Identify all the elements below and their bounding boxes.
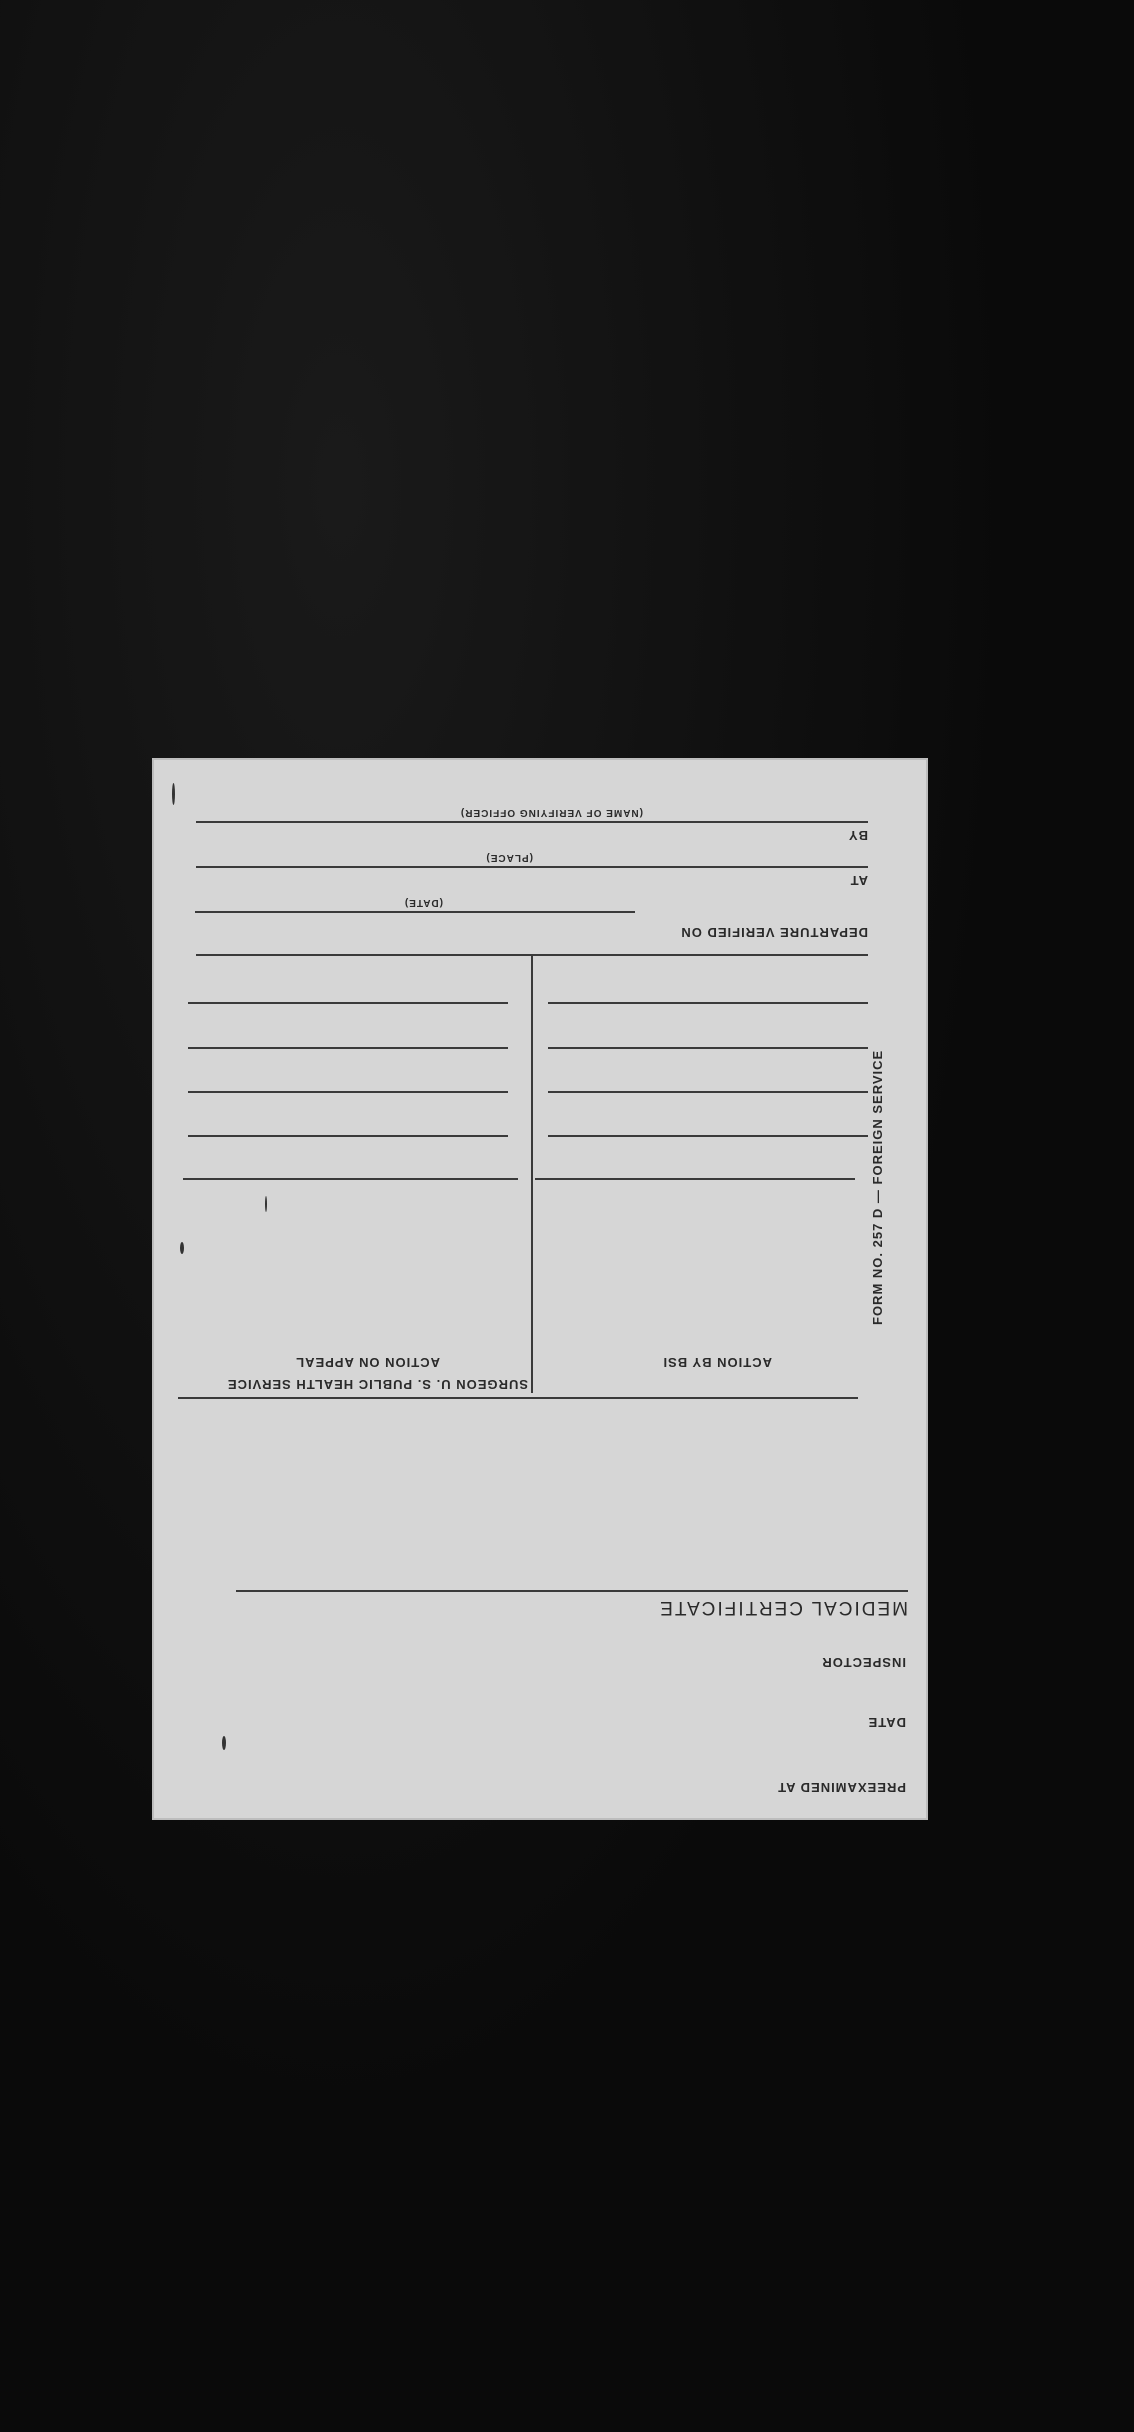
date-label: DATE <box>867 1715 906 1730</box>
action-columns-divider <box>531 955 533 1393</box>
bsi-line-3 <box>548 1092 868 1094</box>
place-caption: (PLACE) <box>485 852 533 863</box>
dust-speck <box>265 1196 267 1212</box>
inspector-label: INSPECTOR <box>821 1655 906 1670</box>
action-by-bsi-label: ACTION BY BSI <box>662 1355 772 1370</box>
dust-speck <box>172 783 175 805</box>
dust-speck <box>222 1736 226 1750</box>
appeal-line-5 <box>188 1003 508 1005</box>
by-label: BY <box>847 828 868 843</box>
bsi-line-1 <box>535 1179 855 1181</box>
departure-verified-label: DEPARTURE VERIFIED ON <box>680 925 868 940</box>
appeal-line-3 <box>188 1092 508 1094</box>
preexamined-at-label: PREEXAMINED AT <box>777 1780 906 1795</box>
at-label: AT <box>849 873 868 888</box>
bsi-line-5 <box>548 1003 868 1005</box>
date-caption: (DATE) <box>403 897 443 908</box>
appeal-line-2 <box>188 1136 508 1138</box>
card-content-rotated <box>152 758 928 1820</box>
departure-top-rule <box>196 955 868 957</box>
medical-certificate-card <box>152 758 928 1820</box>
dust-speck <box>180 1242 184 1254</box>
departure-date-rule <box>195 912 635 914</box>
surgeon-label: SURGEON U. S. PUBLIC HEALTH SERVICE <box>226 1377 528 1392</box>
form-number: FORM NO. 257 D — FOREIGN SERVICE <box>870 1049 885 1325</box>
officer-caption: (NAME OF VERIFYING OFFICER) <box>459 807 643 818</box>
officer-rule <box>196 822 868 824</box>
action-on-appeal-label: ACTION ON APPEAL <box>295 1355 440 1370</box>
appeal-line-1 <box>183 1179 518 1181</box>
surgeon-rule <box>178 1398 858 1400</box>
place-rule <box>196 867 868 869</box>
appeal-line-4 <box>188 1048 508 1050</box>
medical-certificate-rule <box>236 1591 908 1593</box>
bsi-line-2 <box>548 1136 868 1138</box>
medical-certificate-title: MEDICAL CERTIFICATE <box>658 1597 908 1618</box>
bsi-line-4 <box>548 1048 868 1050</box>
